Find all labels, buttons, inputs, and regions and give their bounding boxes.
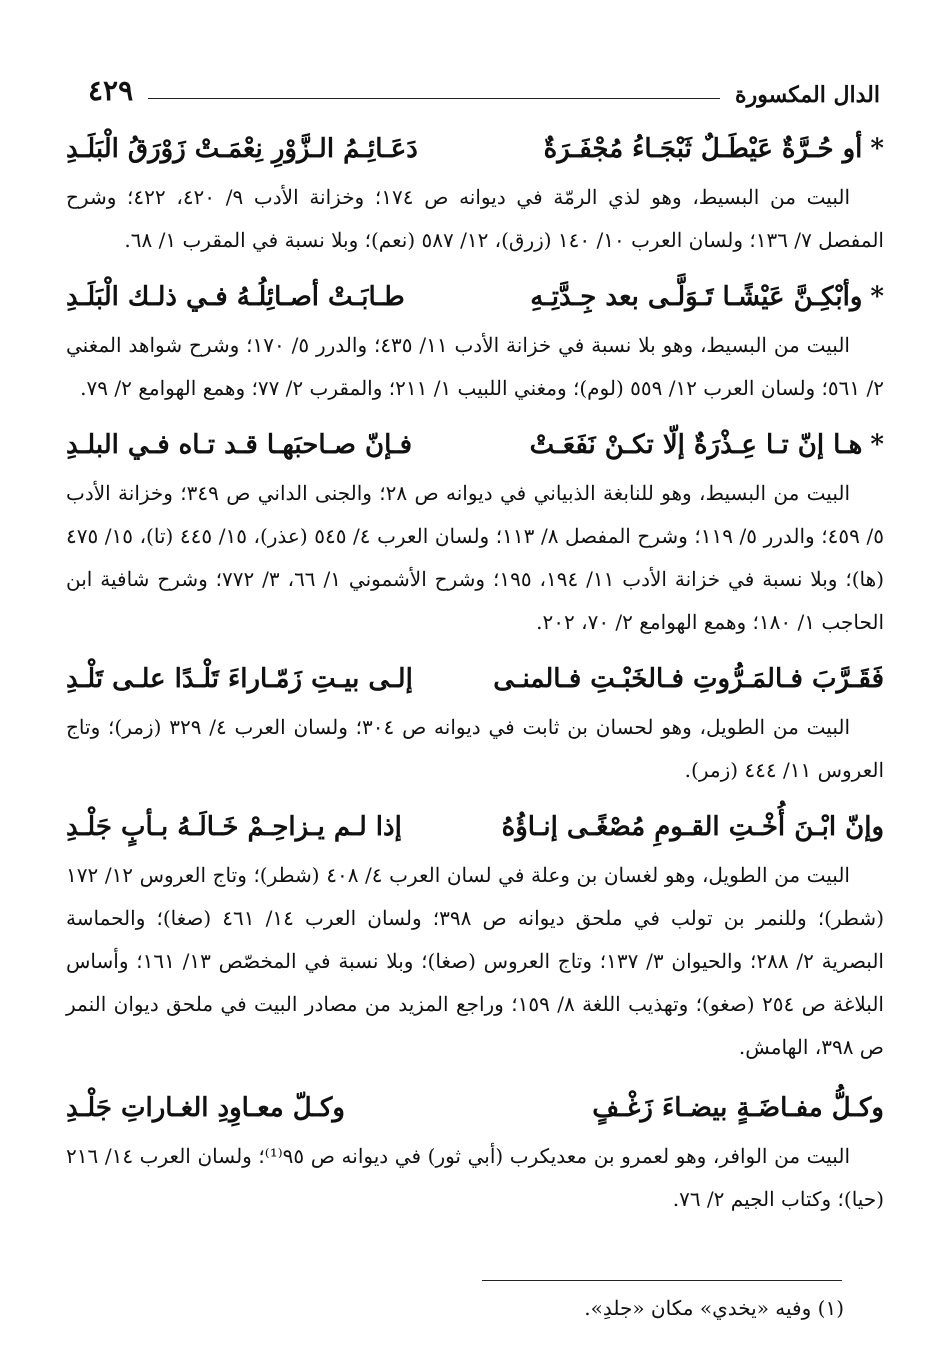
- right-hemistich: *وأبْكِـنَّ عَيْشًـا تَـوَلَّـى بعد جِـدَّتِـهِ: [530, 282, 884, 312]
- left-hemistich: وكـلّ معـاوِدِ الغـاراتِ جَلْـدِ: [66, 1093, 345, 1123]
- page-content: [66, 122, 884, 1229]
- verse-entry: [66, 1081, 884, 1221]
- right-hemistich: *أو حُـرَّةٌ عَيْطَـلٌ ثَبْجَـاءُ مُجْفَـرَةٌ: [543, 134, 884, 164]
- footnote-rule: [482, 1280, 842, 1281]
- verse-note: البيت من البسيط، وهو بلا نسبة في خزانة الأدب ١١/ ٤٣٥؛ والدرر ٥/ ١٧٠؛ وشرح شواهد المغني ٢/ ٥٦١؛ ولسان العرب ١٢/ ٥٥٩ (لوم)؛ ومغني اللبيب ١/ ٢١١؛ والمقرب ٢/ ٧٧؛ وهمع الهوامع ٢/ ٧٩.: [66, 333, 884, 400]
- page-number: ٤٢٩: [88, 74, 134, 107]
- verse-note: البيت من البسيط، وهو لذي الرمّة في ديوانه ص ١٧٤؛ وخزانة الأدب ٩/ ٤٢٠، ٤٢٢؛ وشرح المفصل ٧/ ١٣٦؛ ولسان العرب ١٠/ ١٤٠ (زرق)، ١٢/ ٥٨٧ (نعم)؛ وبلا نسبة في المقرب ١/ ٦٨.: [66, 185, 884, 252]
- verse-line: [66, 418, 884, 472]
- left-hemistich: فـإنّ صـاحبَهـا قـد تـاه فـي البلـدِ: [66, 430, 413, 460]
- star-marker: *: [870, 134, 884, 164]
- verse-entry: [66, 270, 884, 410]
- header-rule: [148, 98, 720, 99]
- right-hemistich: فَقَـرَّبَ فـالمَـرُّوتِ فـالخَبْـتِ فـالمنـى: [493, 664, 884, 694]
- verse-line: [66, 270, 884, 324]
- footnote: (١) وفيه «يخدي» مكان «جلدِ».: [584, 1296, 844, 1320]
- star-marker: *: [870, 430, 884, 460]
- verse-line: [66, 652, 884, 706]
- verse-note: البيت من الطويل، وهو لحسان بن ثابت في ديوانه ص ٣٠٤؛ ولسان العرب ٤/ ٣٢٩ (زمر)؛ وتاج العروس ١١/ ٤٤٤ (زمر).: [66, 715, 884, 782]
- left-hemistich: دَعَـائِـمُ الـزَّوْرِ نِعْمَـتْ زَوْرَقُ الْبَلَـدِ: [66, 134, 418, 164]
- page-header: [88, 74, 880, 114]
- verse-note: البيت من الوافر، وهو لعمرو بن معديكرب (أبي ثور) في ديوانه ص ٩٥⁽¹⁾؛ ولسان العرب ١٤/ ٢١٦ (حيا)؛ وكتاب الجيم ٢/ ٧٦.: [66, 1144, 884, 1211]
- left-hemistich: إلـى بيـتِ زَمّـاراءَ تَلْـدًا علـى تَلْـدِ: [66, 664, 413, 694]
- verse-entry: [66, 800, 884, 1069]
- verse-note: البيت من الطويل، وهو لغسان بن وعلة في لسان العرب ٤/ ٤٠٨ (شطر)؛ وتاج العروس ١٢/ ١٧٢ (شطر)؛ وللنمر بن تولب في ملحق ديوانه ص ٣٩٨؛ ولسان العرب ١٤/ ٤٦١ (صغا)؛ والحماسة البصرية ٢/ ٢٨٨؛ والحيوان ٣/ ١٣٧؛ وتاج العروس (صغا)؛ وبلا نسبة في المخصّص ١٣/ ١٦١؛ وأساس البلاغة ص ٢٥٤ (صغو)؛ وتهذيب اللغة ٨/ ١٥٩؛ وراجع المزيد من مصادر البيت في ملحق ديوان النمر ص ٣٩٨، الهامش.: [66, 863, 884, 1059]
- verse-note: البيت من البسيط، وهو للنابغة الذبياني في ديوانه ص ٢٨؛ والجنى الداني ص ٣٤٩؛ وخزانة الأدب ٥/ ٤٥٩؛ والدرر ٥/ ١١٩؛ وشرح المفصل ٨/ ١١٣؛ ولسان العرب ٤/ ٥٤٥ (عذر)، ١٥/ ٤٤٥ (تا)، ١٥/ ٤٧٥ (ها)؛ وبلا نسبة في خزانة الأدب ١١/ ١٩٤، ١٩٥؛ وشرح الأشموني ١/ ٦٦، ٣/ ٧٧٢؛ وشرح شافية ابن الحاجب ١/ ١٨٠؛ وهمع الهوامع ٢/ ٧٠، ٢٠٢.: [66, 481, 884, 634]
- verse-entry: [66, 122, 884, 262]
- right-hemistich: وإنّ ابْـنَ أُخْـتِ القـومِ مُصْغًـى إنـاؤُهُ: [501, 812, 884, 842]
- left-hemistich: إذا لـم يـزاحِـمْ خَـالَـهُ بـأبٍ جَلْـدِ: [66, 812, 402, 842]
- star-marker: *: [870, 282, 884, 312]
- verse-line: [66, 1081, 884, 1135]
- right-hemistich: *هـا إنّ تـا عِـذْرَةٌ إلّا تكـنْ نَفَعَـتْ: [529, 430, 884, 460]
- right-hemistich: وكـلُّ مفـاضَـةٍ بيضـاءَ زَغْـفٍ: [592, 1093, 884, 1123]
- verse-entry: [66, 652, 884, 792]
- verse-line: [66, 122, 884, 176]
- running-title: الدال المكسورة: [735, 82, 880, 108]
- verse-entry: [66, 418, 884, 644]
- verse-line: [66, 800, 884, 854]
- left-hemistich: طـابَـتْ أصـائِلُـهُ فـي ذلـك الْبَلَـدِ: [66, 282, 405, 312]
